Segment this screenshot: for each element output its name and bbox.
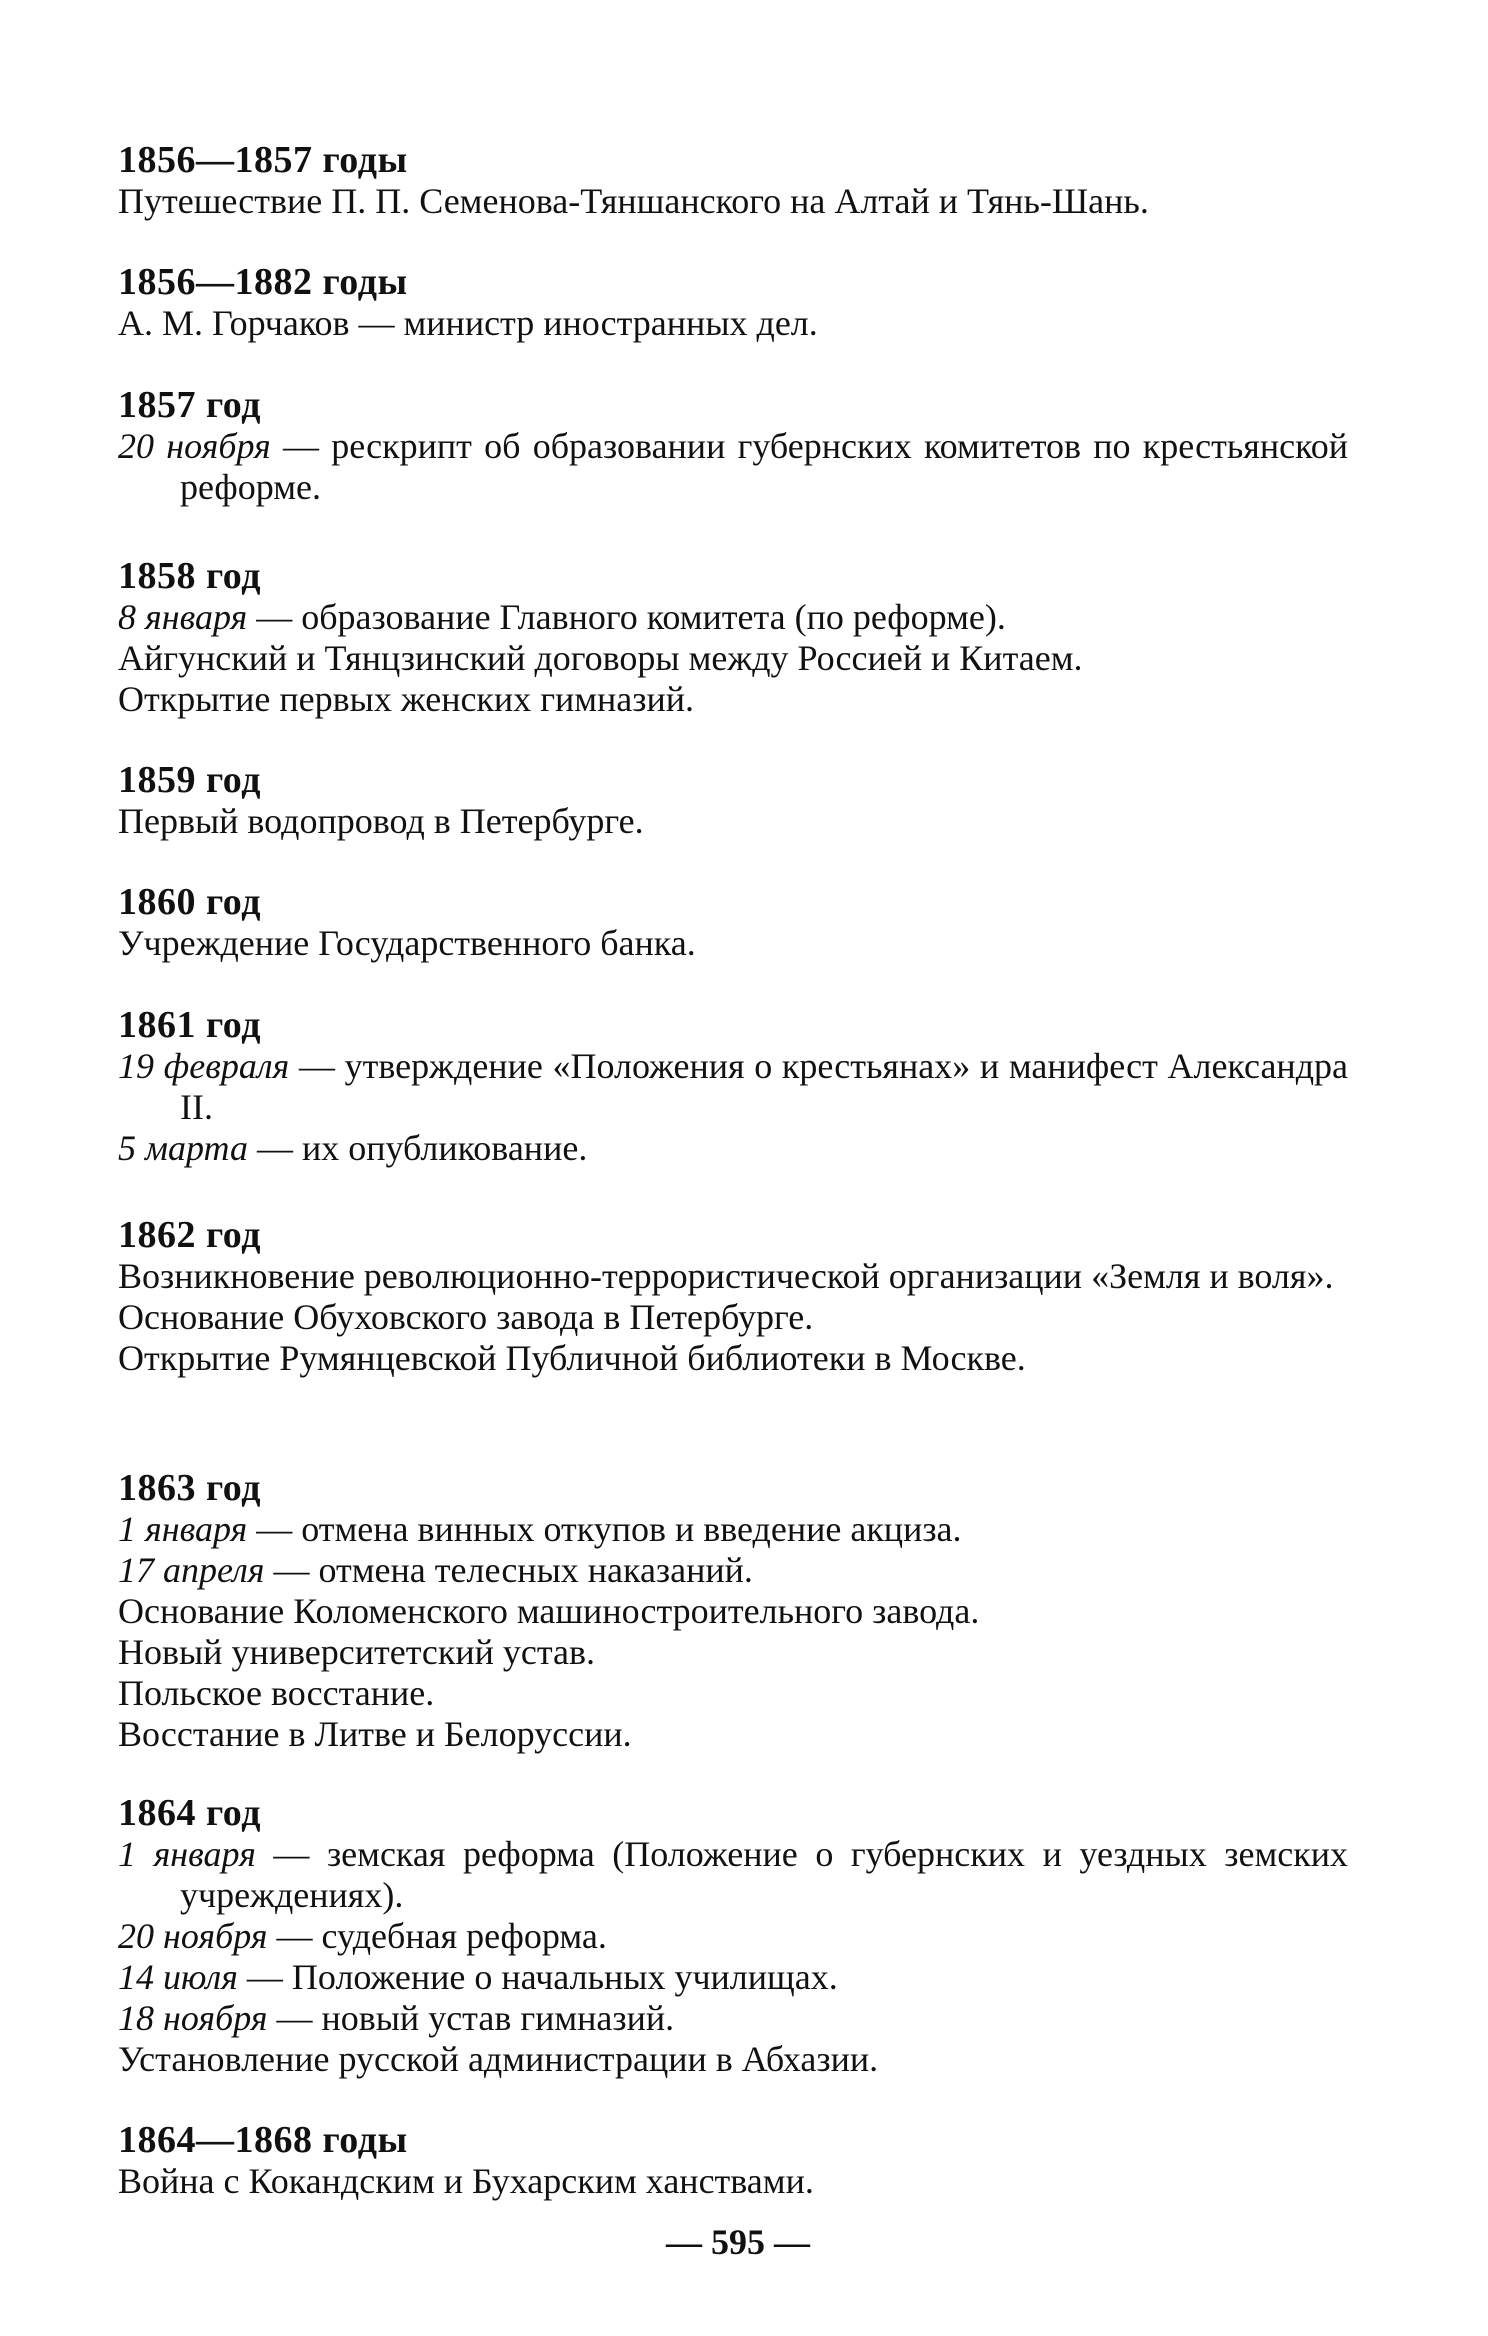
page-number: — 595 — <box>666 2222 810 2262</box>
event-line <box>118 181 1348 222</box>
chronology-entry <box>118 1005 1348 1169</box>
event-date: 18 ноября <box>118 1998 268 2038</box>
event-text: Айгунский и Тянцзинский договоры между Россией и Китаем. <box>118 638 1083 678</box>
year-heading: 1856—1882 годы <box>118 261 408 303</box>
year-heading: 1862 год <box>118 1214 261 1256</box>
event-line <box>118 597 1348 638</box>
event-line <box>118 801 1348 842</box>
event-date: 20 ноября <box>118 426 271 466</box>
event-line <box>118 1550 1348 1591</box>
event-text: Открытие Румянцевской Публичной библиотеки в Москве. <box>118 1338 1026 1378</box>
event-line <box>118 923 1348 964</box>
chronology-entry <box>118 760 1348 842</box>
event-line <box>118 1957 1348 1998</box>
event-line <box>118 2161 1348 2202</box>
event-date: 19 февраля <box>118 1046 290 1086</box>
event-text: А. М. Горчаков — министр иностранных дел. <box>118 303 818 343</box>
chronology-entry <box>118 1793 1348 2080</box>
event-line <box>118 1128 1348 1169</box>
event-line <box>118 1297 1348 1338</box>
event-line <box>118 1834 1348 1916</box>
event-text: — рескрипт об образовании губернских комитетов по крестьянской реформе. <box>180 426 1348 507</box>
event-text: Учреждение Государственного банка. <box>118 923 696 963</box>
chronology-entry <box>118 262 1348 344</box>
event-date: 5 марта <box>118 1128 248 1168</box>
event-date: 1 января <box>118 1834 256 1874</box>
event-text: — отмена винных откупов и введение акциза. <box>247 1509 962 1549</box>
event-text: Война с Кокандским и Бухарским ханствами. <box>118 2161 814 2201</box>
event-line <box>118 1673 1348 1714</box>
event-line <box>118 1998 1348 2039</box>
chronology-entry <box>118 1468 1348 1755</box>
chronology-entry <box>118 385 1348 508</box>
year-heading: 1864 год <box>118 1792 261 1834</box>
event-line <box>118 303 1348 344</box>
chronology-entry <box>118 2120 1348 2202</box>
event-text: Новый университетский устав. <box>118 1632 595 1672</box>
event-text: Польское восстание. <box>118 1673 435 1713</box>
event-line <box>118 679 1348 720</box>
event-line <box>118 638 1348 679</box>
event-date: 1 января <box>118 1509 248 1549</box>
year-heading: 1857 год <box>118 384 261 426</box>
event-text: Открытие первых женских гимназий. <box>118 679 694 719</box>
document-page <box>118 0 1358 2336</box>
event-text: — отмена телесных наказаний. <box>264 1550 753 1590</box>
event-text: Возникновение революционно-террористической организации «Земля и воля». <box>118 1256 1334 1296</box>
event-text: — утверждение «Положения о крестьянах» и манифест Александра II. <box>180 1046 1348 1127</box>
event-text: — их опубликование. <box>247 1128 588 1168</box>
chronology-entry <box>118 140 1348 222</box>
event-text: — судебная реформа. <box>267 1916 607 1956</box>
event-line <box>118 1509 1348 1550</box>
event-line <box>118 1916 1348 1957</box>
event-line <box>118 1338 1348 1379</box>
event-text: Установление русской администрации в Абхазии. <box>118 2039 879 2079</box>
event-text: — новый устав гимназий. <box>267 1998 675 2038</box>
event-line <box>118 426 1348 508</box>
event-text: — земская реформа (Положение о губернских и уездных земских учреждениях). <box>180 1834 1348 1915</box>
year-heading: 1859 год <box>118 759 261 801</box>
event-line <box>118 1256 1348 1297</box>
event-date: 8 января <box>118 597 248 637</box>
event-text: Первый водопровод в Петербурге. <box>118 801 644 841</box>
event-line <box>118 1632 1348 1673</box>
event-text: Восстание в Литве и Белоруссии. <box>118 1714 632 1754</box>
chronology-entry <box>118 556 1348 720</box>
event-line <box>118 1714 1348 1755</box>
year-heading: 1858 год <box>118 555 261 597</box>
year-heading: 1864—1868 годы <box>118 2119 408 2161</box>
event-text: Путешествие П. П. Семенова-Тяншанского на Алтай и Тянь-Шань. <box>118 181 1149 221</box>
event-text: Основание Коломенского машиностроительного завода. <box>118 1591 980 1631</box>
event-text: Основание Обуховского завода в Петербурге. <box>118 1297 814 1337</box>
event-line <box>118 1046 1348 1128</box>
event-text: — Положение о начальных училищах. <box>237 1957 838 1997</box>
year-heading: 1861 год <box>118 1004 261 1046</box>
event-date: 20 ноября <box>118 1916 268 1956</box>
event-text: — образование Главного комитета (по реформе). <box>247 597 1006 637</box>
event-date: 14 июля <box>118 1957 238 1997</box>
event-date: 17 апреля <box>118 1550 265 1590</box>
chronology-entry <box>118 882 1348 964</box>
year-heading: 1860 год <box>118 881 261 923</box>
year-heading: 1856—1857 годы <box>118 139 408 181</box>
chronology-entry <box>118 1215 1348 1379</box>
event-line <box>118 2039 1348 2080</box>
year-heading: 1863 год <box>118 1467 261 1509</box>
event-line <box>118 1591 1348 1632</box>
